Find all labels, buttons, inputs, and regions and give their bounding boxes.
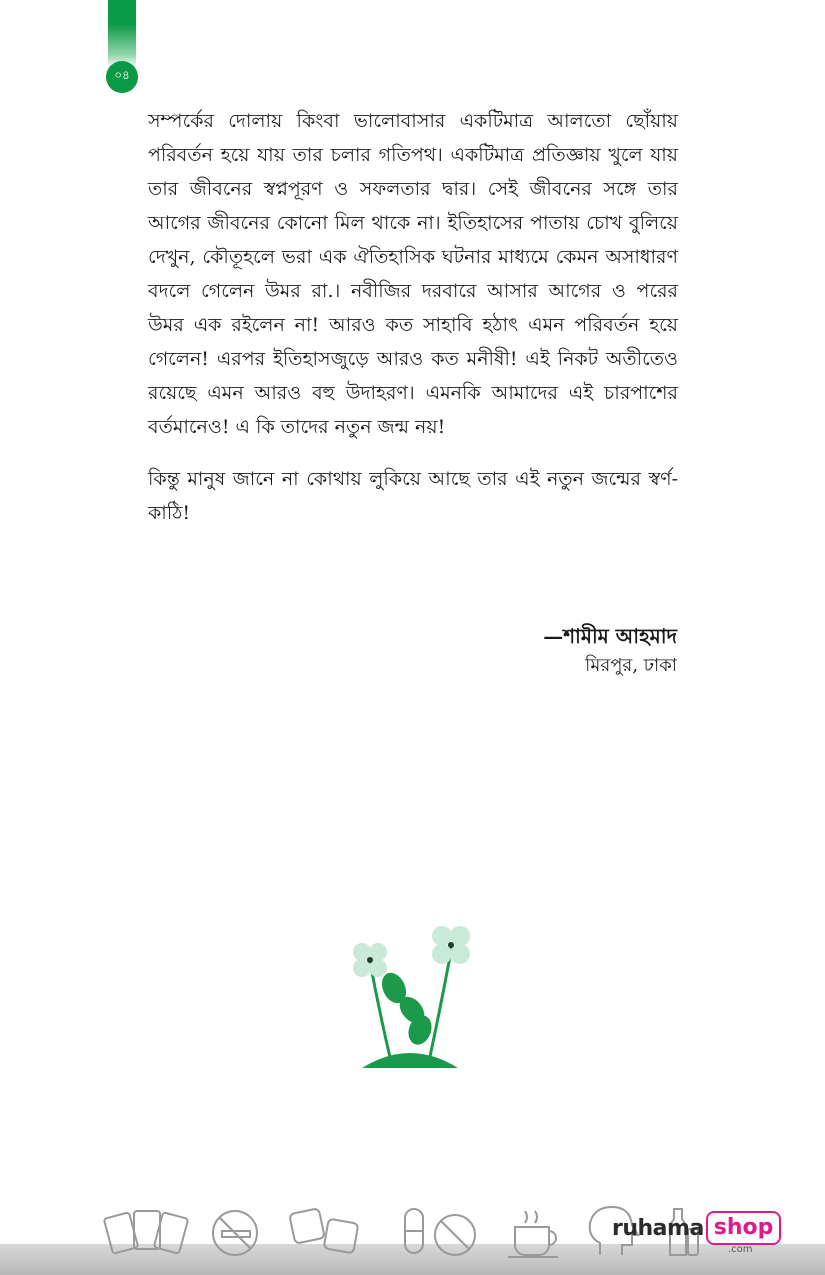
paragraph-1: সম্পর্কের দোলায় কিংবা ভালোবাসার একটিমাত্র আলতো ছোঁয়ায় পরিবর্তন হয়ে যায় তার চলার গতিপথ। একটিমাত্র প্রতিজ্ঞায় খুলে যায় তার জীবনের স্বপ্নপূরণ ও সফলতার দ্বার। সেই জীবনের সঙ্গে তার আগের জীবনের কোনো মিল থাকে না। ইতিহাসের পাতায় চোখ বুলিয়ে দেখুন, কৌতূহলে ভরা এক ঐতিহাসিক ঘটনার মাধ্যমে কেমন অসাধারণ বদলে গেলেন উমর রা.। নবীজির দরবারে আসার আগের ও পরের উমর এক রইলেন না! আরও কত সাহাবি হঠাৎ এমন পরিবর্তন হয়ে গেলেন! এরপর ইতিহাসজুড়ে আরও কত মনীষী! এই নিকট অতীতেও রয়েছে এমন আরও বহু উদাহরণ। এমনকি আমাদের এই চারপাশের বর্তমানেও! এ কি তাদের নতুন জন্ম নয়! xyxy=(148,110,678,438)
brand-domain-suffix: .com xyxy=(728,1244,753,1255)
brand-logo xyxy=(612,1208,781,1248)
playing-cards-icon xyxy=(104,1211,188,1254)
author-location: মিরপুর, ঢাকা xyxy=(585,655,677,676)
page-tab-strip xyxy=(108,0,136,68)
dice-icon xyxy=(289,1208,358,1253)
body-text xyxy=(148,104,678,548)
footer-decorative-icons xyxy=(100,1205,700,1260)
author-name: —শামীম আহমাদ xyxy=(543,624,677,648)
brand-name: ruhama xyxy=(612,1215,704,1241)
pills-icon xyxy=(405,1209,475,1255)
signature-block xyxy=(420,620,677,680)
brand-highlight: shop xyxy=(706,1211,782,1245)
page-number-badge: ০৪ xyxy=(106,61,138,93)
no-smoking-icon xyxy=(213,1211,257,1255)
paragraph-2: কিন্তু মানুষ জানে না কোথায় লুকিয়ে আছে তার এই নতুন জন্মের স্বর্ণ-কাঠি! xyxy=(148,468,678,524)
plant-illustration-icon xyxy=(340,920,490,1080)
coffee-cup-icon xyxy=(508,1211,558,1257)
